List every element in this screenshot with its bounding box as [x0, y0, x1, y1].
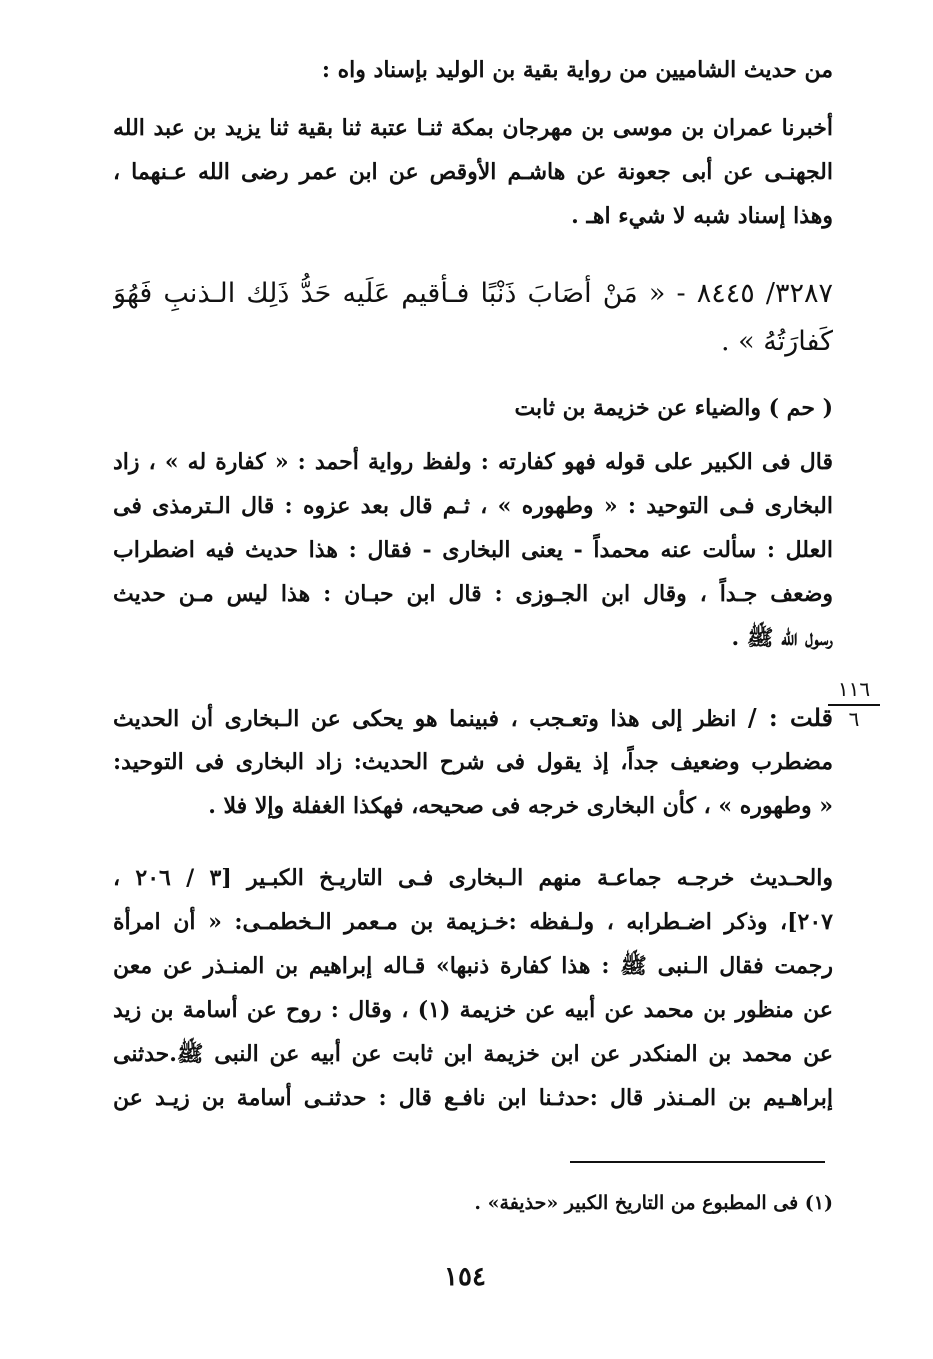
marginal-number-bottom: ٦ — [848, 707, 860, 731]
source-line: ( حم ) والضياء عن خزيمة بن ثابت — [514, 395, 833, 421]
final-paragraph — [113, 856, 833, 1120]
marginal-rule — [828, 704, 880, 706]
commentary-line: البخارى فـى التوحيد : « وطهوره » ، ثـم قال بعد عزوه : قال الـترمذى فى — [113, 493, 833, 519]
hadith-line: كَفارَتُهُ » . — [720, 326, 833, 357]
qultu-first-line — [113, 696, 833, 740]
commentary-line: قال فى الكبير على قوله فهو كفارته : ولفظ رواية أحمد : « كفارة له » ، زاد — [113, 449, 833, 475]
isnad-paragraph — [113, 106, 833, 238]
intro-line: من حديث الشاميين من رواية بقية بن الوليد بإسناد واه : — [321, 57, 833, 83]
final-line: ٢٠٧]، وذكر اضـطرابه ، ولـفظه :خـزيمة بن مـعمر الـخطمـى: « أن امرأة — [113, 909, 833, 935]
qultu-line: مضطرب وضعيف جداً، إذ يقول فى شرح الحديث: زاد البخارى فى التوحيد: — [113, 749, 833, 775]
marginal-number-top: ١١٦ — [837, 677, 871, 701]
commentary-paragraph — [113, 440, 833, 660]
final-line: إبراهـيم بن المـنذر قال :حدثـنا ابن نافـع قال : حدثنـى أسامة بن زيـد عن — [113, 1085, 833, 1111]
qultu-lead: قلت : / — [747, 703, 833, 732]
marginal-reference — [828, 676, 880, 730]
final-line: والحـديث خرجـه جماعـة منهم الـبخارى فـى التاريـخ الكبـير [٣ / ٢٠٦ ، — [113, 865, 833, 891]
commentary-line: رسول الله ﷺ . — [731, 625, 833, 651]
source-attribution — [113, 386, 833, 430]
footnote: (١) فى المطبوع من التاريخ الكبير «حذيفة» . — [474, 1192, 833, 1214]
hadith-text — [113, 270, 833, 366]
final-line: عن منظور بن محمد عن أبيه عن خزيمة (١) ، وقال : روح عن أسامة بن زيد — [113, 997, 833, 1023]
final-line: رجمت فقال الـنبى ﷺ : هذا كفارة ذنبها» قـاله إبراهيم بن المنـذر عن معن — [113, 953, 833, 979]
page-number: ١٥٤ — [444, 1262, 486, 1292]
isnad-line: الجهنـى عن أبى جعونة عن هاشـم الأوقص عن ابن عمر رضى الله عـنهما ، — [113, 159, 833, 185]
isnad-line: وهذا إسناد شبه لا شيء اهـ . — [571, 203, 833, 229]
hadith-line: ٣٢٨٧/ ٨٤٤٥ - « مَنْ أصَابَ ذَنْبًا فـأقيم عَلَيه حَدُّ ذَلِك الـذنبِ فَهُوَ — [113, 278, 833, 309]
qultu-line: « وطهوره » ، كأن البخارى خرجه فى صحيحه، فهكذا الغفلة وإلا فلا . — [208, 793, 833, 819]
qultu-first-line-text: انظر إلى هذا وتعـجب ، فبينما هو يحكى عن الـبخارى أن الحديث — [113, 706, 737, 732]
intro-paragraph — [113, 48, 833, 92]
qultu-paragraph — [113, 696, 833, 828]
isnad-line: أخبرنا عمران بن موسى بن مهرجان بمكة ثنـا عتبة ثنا بقية ثنا يزيد بن عبد الله — [113, 115, 833, 141]
final-line: عن محمد بن المنكدر عن ابن خزيمة ابن ثابت عن أبيه عن النبى ﷺ.حدثنى — [113, 1041, 833, 1067]
footnote-separator — [570, 1161, 825, 1163]
commentary-line: وضعف جـداً ، وقال ابن الجـوزى : قال ابن حبـان : هذا ليس مـن حديث — [113, 581, 833, 607]
commentary-line: العلل : سألت عنه محمداً - يعنى البخارى - فقال : هذا حديث فيه اضطراب — [113, 537, 833, 563]
